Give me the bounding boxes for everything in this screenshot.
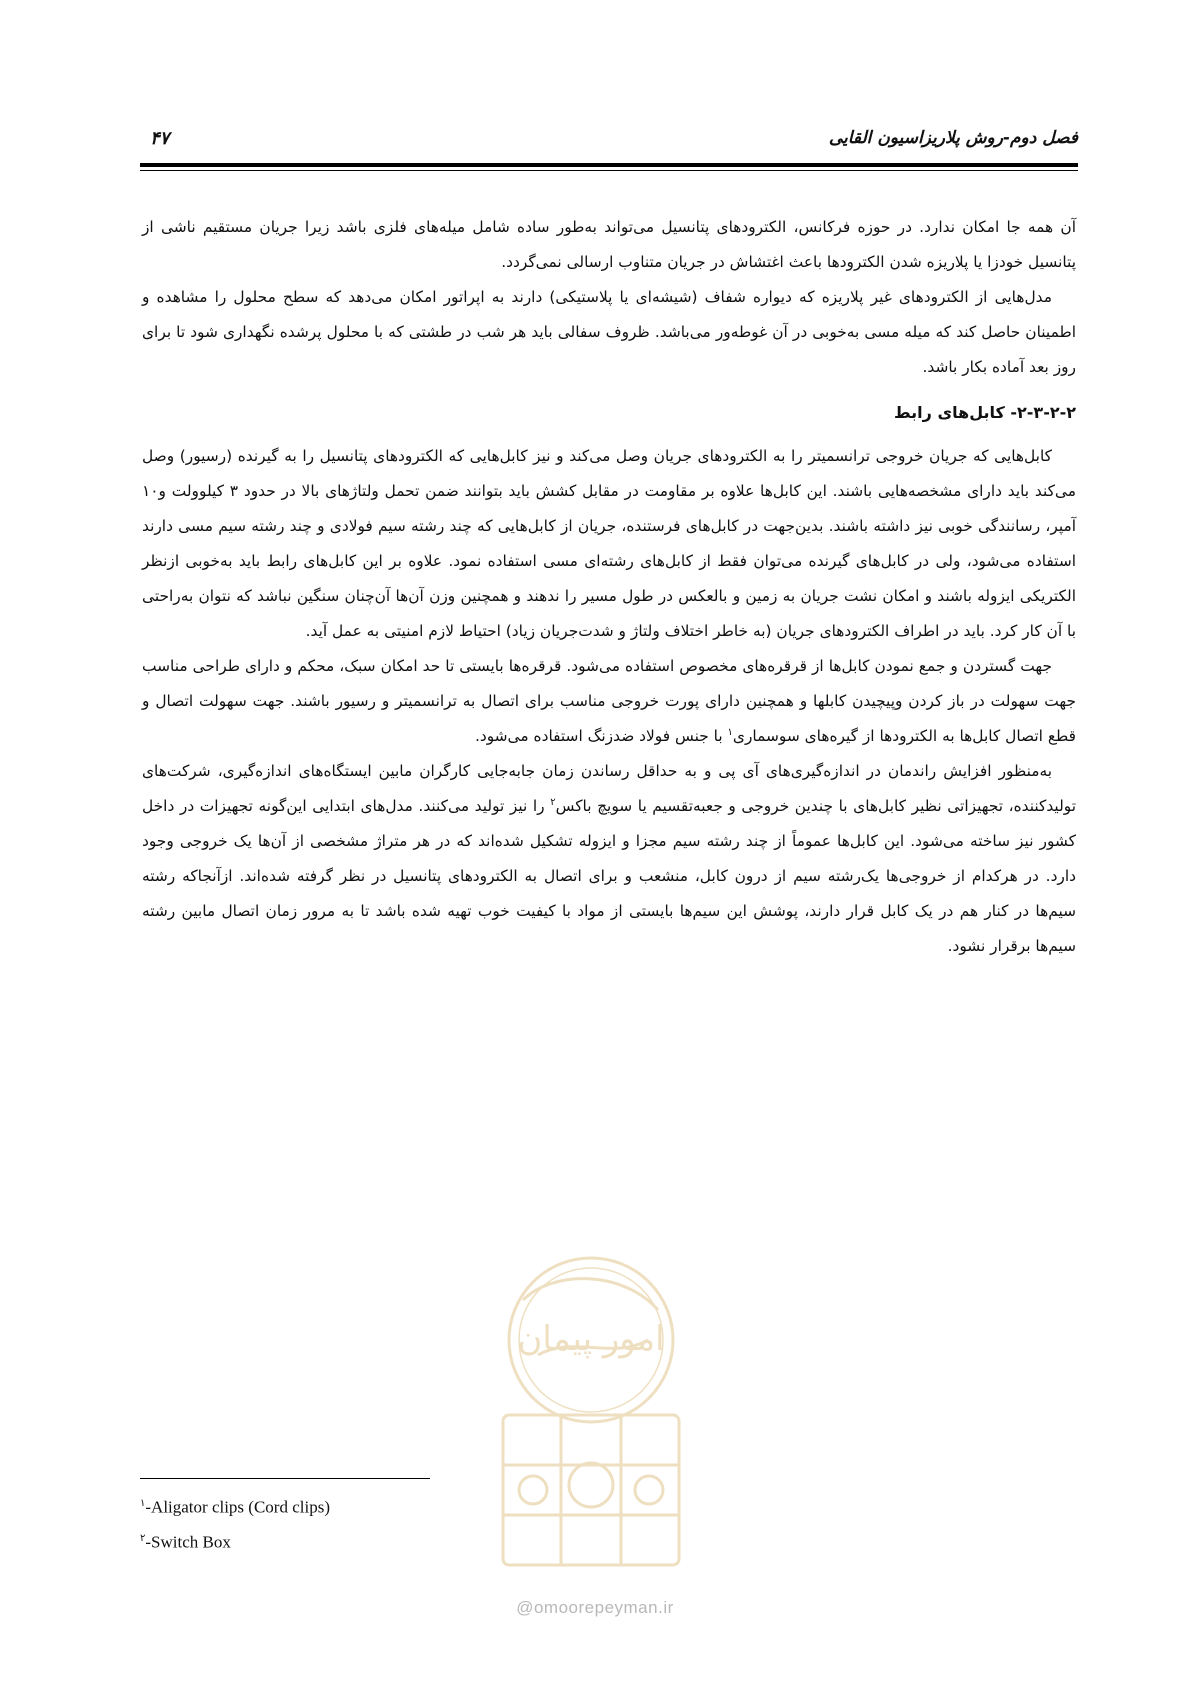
watermark-logo xyxy=(463,1240,719,1602)
paragraph-2: مدل‌هایی از الکترودهای غیر پلاریزه که دیواره شفاف (شیشه‌ای یا پلاستیکی) دارند به اپراتور امکان می‌دهد که سطح محلول را مشاهده و اطمینان حاصل کند که میله مسی به‌خوبی در آن غوطه‌ور می‌باشد. ظروف سفالی باید هر شب در طشتی که با محلول پرشده نگهداری شود تا برای روز بعد آماده بکار باشد. xyxy=(142,288,1076,376)
footnote-1-text: -Aligator clips (Cord clips) xyxy=(145,1497,330,1517)
footnote-2-mark: ۲ xyxy=(140,1532,146,1544)
footnote-ref-1: ۱ xyxy=(727,726,733,738)
section-heading: ۲-۳-۲-۲- کابل‌های رابط xyxy=(894,403,1076,422)
header-rule-thin xyxy=(140,170,1078,171)
footnote-rule xyxy=(140,1478,430,1479)
chapter-title: فصل دوم-روش پلاریزاسیون القایی xyxy=(828,128,1078,148)
page-header xyxy=(140,128,1078,156)
header-rule-thick xyxy=(140,163,1078,167)
footnote-1 xyxy=(140,1488,330,1523)
paragraph-5-text: به‌منظور افزایش راندمان در اندازه‌گیری‌های آی پی و به حداقل رساندن زمان جابه‌جایی کارگران مابین ایستگاه‌های اندازه‌گیری، شرکت‌های تولیدکننده، تجهیزاتی نظیر کابل‌های با چندین خروجی و جعبه‌تقسیم یا سویچ باکس xyxy=(142,762,1076,815)
footnote-2-text: -Switch Box xyxy=(145,1532,231,1552)
footnote-2 xyxy=(140,1523,330,1558)
page-number: ۴۷ xyxy=(150,128,170,149)
paragraph-4-text-end: با جنس فولاد ضدزنگ استفاده می‌شود. xyxy=(474,727,728,745)
watermark-site: @omoorepeyman.ir xyxy=(516,1598,674,1617)
footnotes xyxy=(140,1488,330,1557)
paragraph-3: کابل‌هایی که جریان خروجی ترانسمیتر را به الکترودهای جریان وصل می‌کند و نیز کابل‌هایی که الکترودهای پتانسیل را به گیرنده (رسیور) وصل می‌کند باید دارای مشخصه‌هایی باشند. این کابل‌ها علاوه بر مقاومت در مقابل کشش باید بتوانند ضمن تحمل ولتاژهای بالا در حدود ۳ کیلوولت و۱۰ آمپر، رسانندگی خوبی نیز داشته باشند. بدین‌جهت در کابل‌های فرستنده، جریان از کابل‌هایی که چند رشته سیم فولادی و چند رشته سیم مسی دارند استفاده می‌شود، ولی در کابل‌های گیرنده می‌توان فقط از کابل‌های رشته‌ای مسی استفاده نمود. علاوه بر این کابل‌های رابط باید به‌خوبی ازنظر الکتریکی ایزوله باشند و امکان نشت جریان به زمین و بالعکس در طول مسیر را ندهند و همچنین وزن آن‌ها آن‌چنان سنگین نباشد که نتوان به‌راحتی با آن کار کرد. باید در اطراف الکترودهای جریان (به خاطر اختلاف ولتاژ و شدت‌جریان زیاد) احتیاط لازم امنیتی به عمل آید. xyxy=(142,447,1076,640)
body-text xyxy=(142,210,1076,964)
paragraph-4-text: جهت گستردن و جمع نمودن کابل‌ها از قرقره‌های مخصوص استفاده می‌شود. قرقره‌ها بایستی تا حد امکان سبک، محکم و دارای طراحی مناسب جهت سهولت در باز کردن وپیچیدن کابلها و همچنین دارای پورت خروجی مناسب برای اتصال به ترانسمیتر و رسیور باشند. جهت سهولت اتصال و قطع اتصال کابل‌ها به الکترودها از گیره‌های سوسماری xyxy=(142,657,1076,745)
footnote-ref-2: ۲ xyxy=(550,796,556,808)
paragraph-4 xyxy=(142,649,1076,754)
watermark-logo-text: امور پیمان xyxy=(517,1319,665,1359)
paragraph-5 xyxy=(142,754,1076,964)
paragraph-5-text-end: را نیز تولید می‌کنند. مدل‌های ابتدایی این‌گونه تجهیزات در داخل کشور نیز ساخته می‌شود. این کابل‌ها عموماً از چند رشته سیم مجزا و ایزوله تشکیل شده‌اند که در هر متراژ مشخصی از آن‌ها یک خروجی وجود دارد. در هرکدام از خروجی‌ها یک‌رشته سیم از درون کابل، منشعب و برای اتصال به الکترودهای پتانسیل در نظر گرفته شده‌اند. ازآنجاکه رشته سیم‌ها در کنار هم در یک کابل قرار دارند، پوشش این سیم‌ها بایستی از مواد با کیفیت خوب تهیه شده باشد تا به مرور زمان اتصال مابین رشته سیم‌ها برقرار نشود. xyxy=(142,797,1076,955)
footnote-1-mark: ۱ xyxy=(140,1498,146,1509)
paragraph-1: آن همه جا امکان ندارد. در حوزه فرکانس، الکترودهای پتانسیل می‌تواند به‌طور ساده شامل میله‌های فلزی باشد زیرا جریان مستقیم ناشی از پتانسیل خودزا یا پلاریزه شدن الکترودها باعث اغتشاش در جریان متناوب ارسالی نمی‌گردد. xyxy=(142,218,1076,271)
